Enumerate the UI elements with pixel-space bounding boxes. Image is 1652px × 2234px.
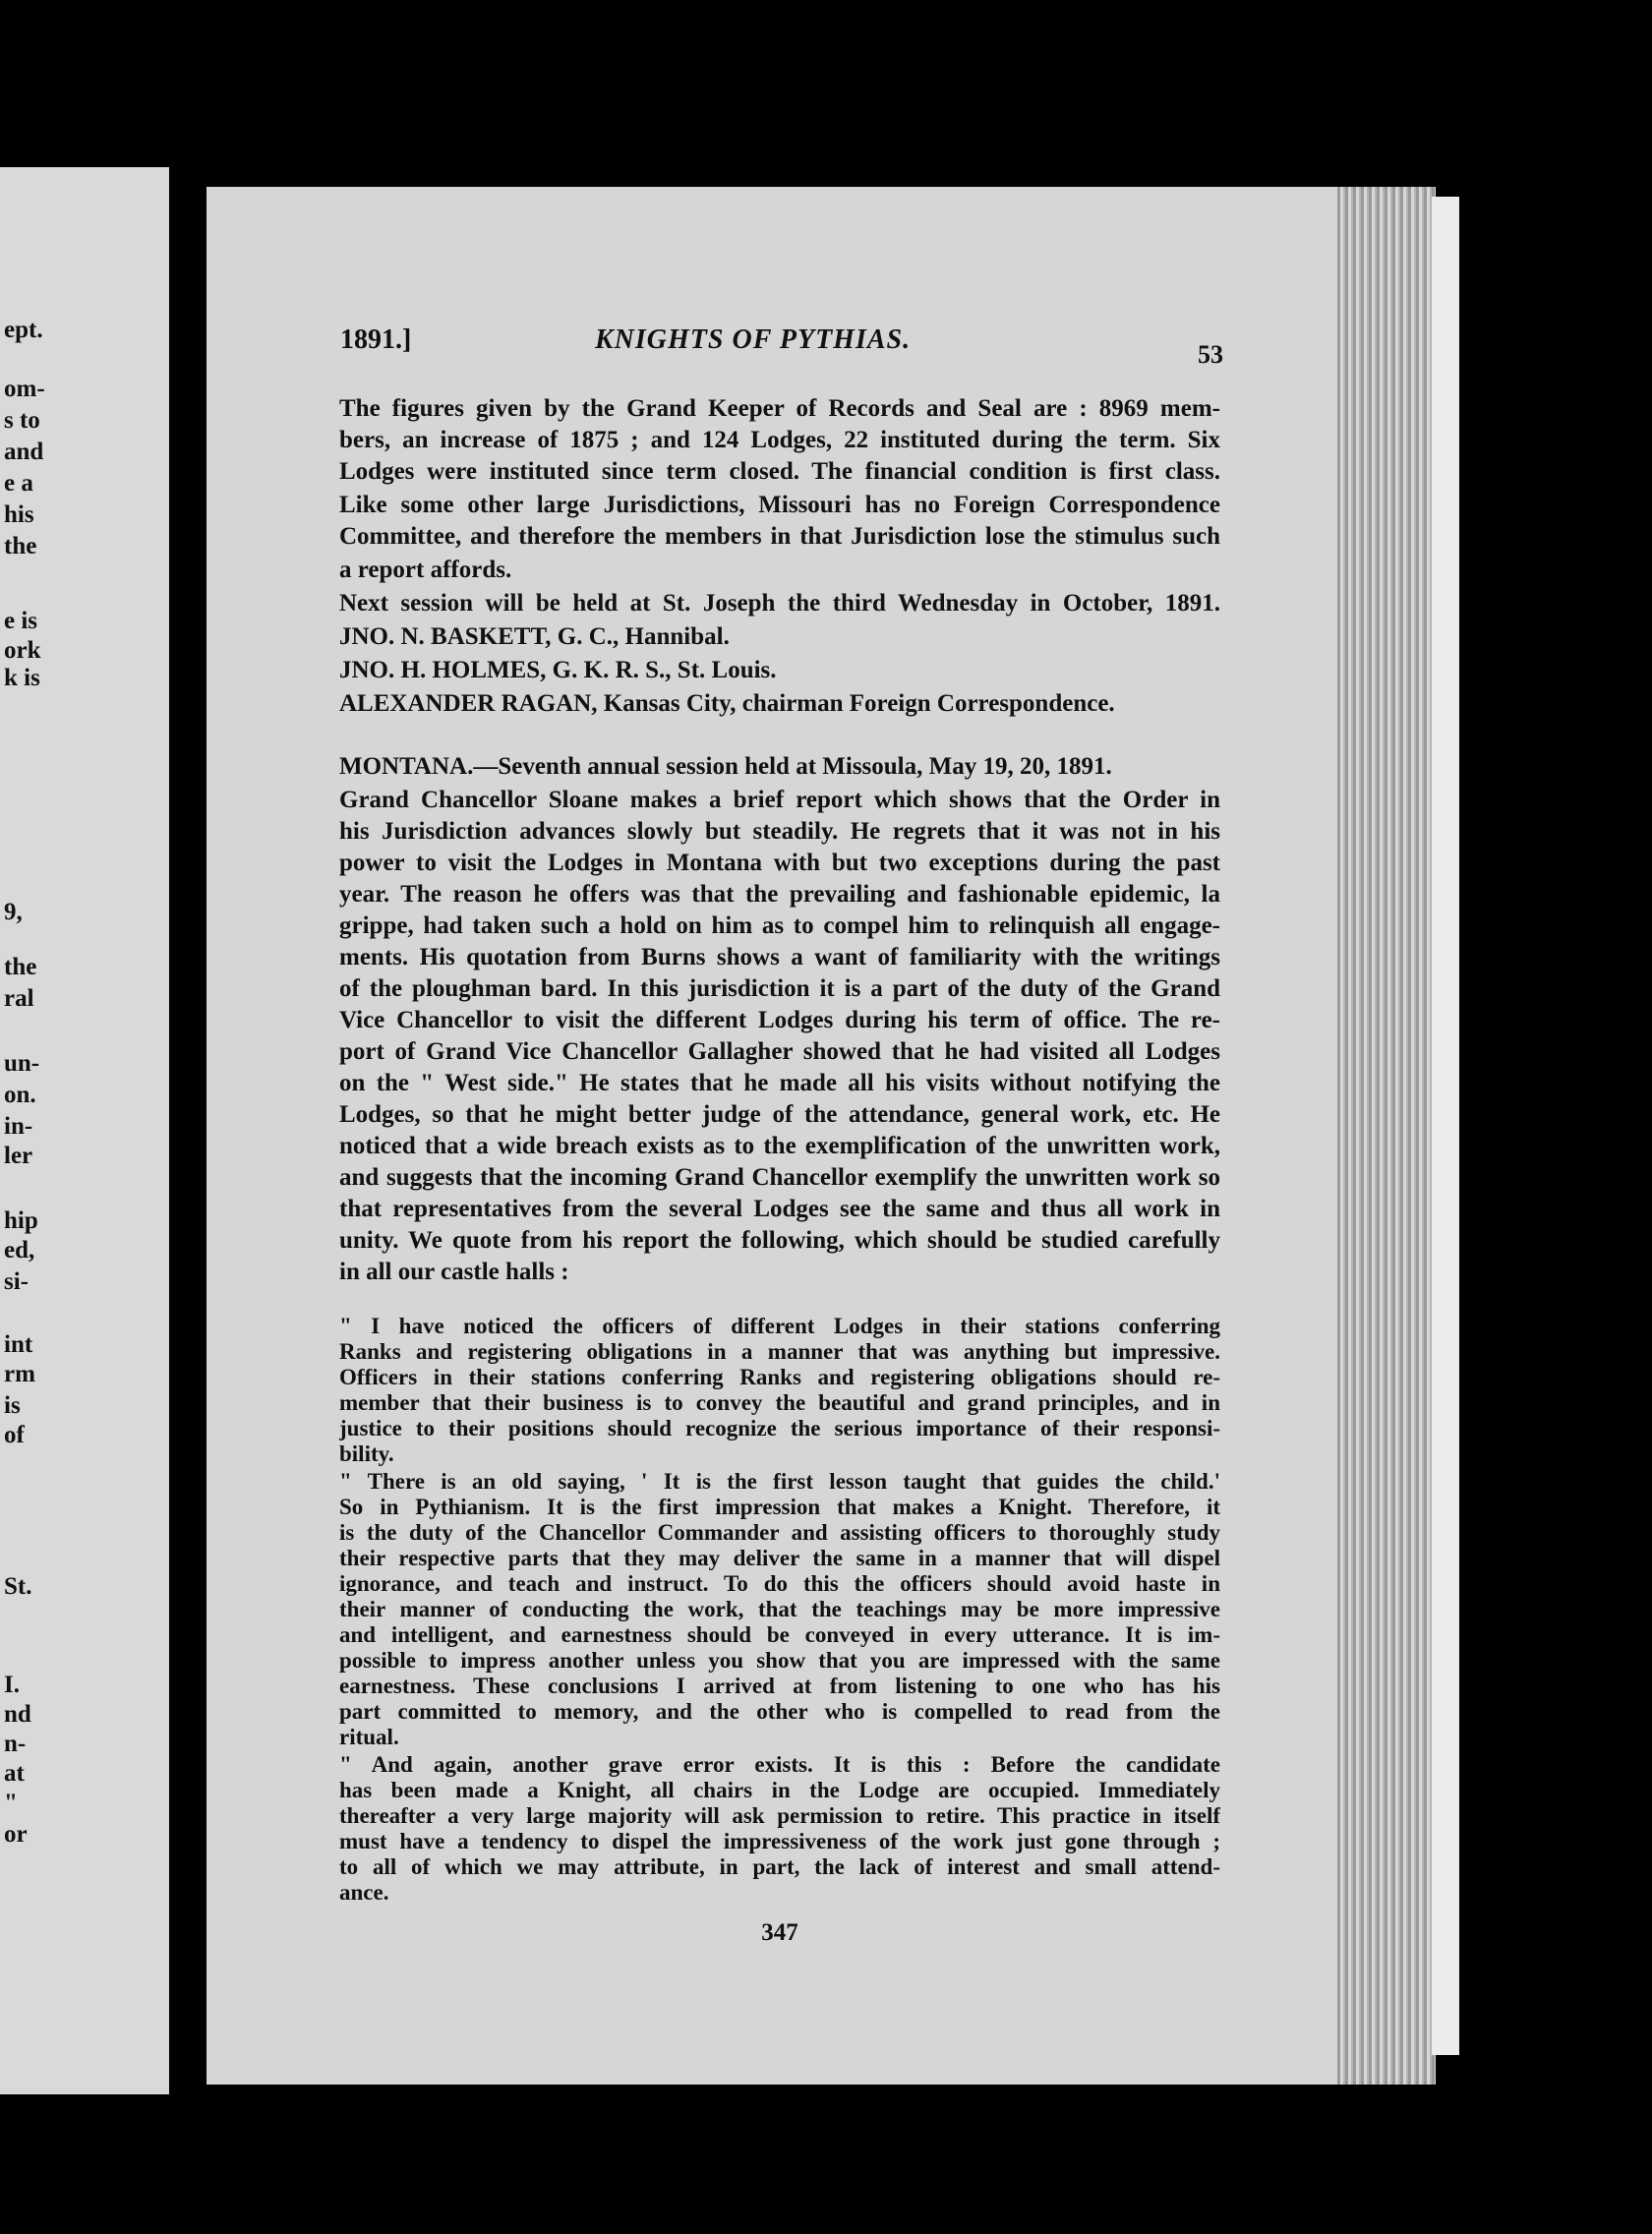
facing-page-fragment: un- xyxy=(4,1050,40,1077)
book-gutter xyxy=(169,147,208,2114)
text-line: to all of which we may attribute, in part, the lack of interest and small attend- xyxy=(339,1854,1220,1879)
facing-page-fragment: the xyxy=(4,533,37,559)
page-stack-edge xyxy=(1337,187,1436,2085)
text-line: of the ploughman bard. In this jurisdiction it is a part of the duty of the Grand xyxy=(339,975,1220,1002)
text-line: ignorance, and teach and instruct. To do this the officers should avoid haste in xyxy=(339,1571,1220,1596)
facing-page-fragment: rm xyxy=(4,1361,35,1387)
facing-page-fragment: ler xyxy=(4,1143,33,1169)
facing-page-fragment: n- xyxy=(4,1731,27,1757)
facing-page-fragment: e a xyxy=(4,470,33,497)
text-line: " There is an old saying, ' It is the first lesson taught that guides the child.' xyxy=(339,1469,1220,1494)
text-line: in all our castle halls : xyxy=(339,1259,569,1285)
text-line: grippe, had taken such a hold on him as to compel him to relinquish all engage- xyxy=(339,912,1220,939)
facing-page-fragment: int xyxy=(4,1331,33,1358)
facing-page-fragment: St. xyxy=(4,1573,32,1600)
text-line: The figures given by the Grand Keeper of Records and Seal are : 8969 mem- xyxy=(339,395,1220,422)
facing-page-fragment: 9, xyxy=(4,899,23,925)
facing-page-fragment: s to xyxy=(4,407,40,434)
text-line: Lodges, so that he might better judge of the attendance, general work, etc. He xyxy=(339,1101,1220,1128)
facing-page-fragment: nd xyxy=(4,1701,31,1728)
text-line: their respective parts that they may deliver the same in a manner that will dispel xyxy=(339,1546,1220,1570)
text-line: possible to impress another unless you show that you are impressed with the same xyxy=(339,1648,1220,1673)
text-line: member that their business is to convey the beautiful and grand principles, and in xyxy=(339,1390,1220,1415)
facing-page-fragment: si- xyxy=(4,1268,29,1295)
facing-page-fragment: his xyxy=(4,501,34,528)
facing-page-fragment: I. xyxy=(4,1672,20,1698)
text-line: noticed that a wide breach exists as to the exemplification of the unwritten work, xyxy=(339,1133,1220,1159)
text-line: power to visit the Lodges in Montana with but two exceptions during the past xyxy=(339,850,1220,876)
facing-page-fragment: hip xyxy=(4,1207,38,1234)
text-line: thereafter a very large majority will ask permission to retire. This practice in itself xyxy=(339,1803,1220,1828)
facing-page-fragment: or xyxy=(4,1821,28,1848)
page-stack-edge-light xyxy=(1432,197,1459,2055)
text-line: part committed to memory, and the other who is compelled to read from the xyxy=(339,1699,1220,1724)
text-line: JNO. N. BASKETT, G. C., Hannibal. xyxy=(339,623,730,650)
text-line: Vice Chancellor to visit the different Lodges during his term of office. The re- xyxy=(339,1007,1220,1033)
text-line: and intelligent, and earnestness should be conveyed in every utterance. It is im- xyxy=(339,1622,1220,1647)
running-head-title: KNIGHTS OF PYTHIAS. xyxy=(595,324,912,355)
facing-page-fragment: ork xyxy=(4,637,41,664)
text-line: must have a tendency to dispel the impressiveness of the work just gone through ; xyxy=(339,1829,1220,1853)
text-line: Lodges were instituted since term closed. The financial condition is first class. xyxy=(339,458,1220,485)
text-line: their manner of conducting the work, that the teachings may be more impressive xyxy=(339,1597,1220,1621)
text-line: Like some other large Jurisdictions, Missouri has no Foreign Correspondence xyxy=(339,492,1220,518)
text-line: JNO. H. HOLMES, G. K. R. S., St. Louis. xyxy=(339,657,777,683)
text-line: ance. xyxy=(339,1880,389,1905)
facing-page-fragment: on. xyxy=(4,1082,36,1108)
text-line: Ranks and registering obligations in a manner that was anything but impressive. xyxy=(339,1339,1220,1364)
text-line: " I have noticed the officers of different Lodges in their stations conferring xyxy=(339,1314,1220,1338)
text-line: and suggests that the incoming Grand Chancellor exemplify the unwritten work so xyxy=(339,1164,1220,1191)
facing-page-fragment: in- xyxy=(4,1113,33,1140)
facing-page-fragment: the xyxy=(4,954,37,980)
text-line: earnestness. These conclusions I arrived at from listening to one who has his xyxy=(339,1674,1220,1698)
text-line: bers, an increase of 1875 ; and 124 Lodges, 22 instituted during the term. Six xyxy=(339,427,1220,453)
text-line: ments. His quotation from Burns shows a want of familiarity with the writings xyxy=(339,944,1220,970)
facing-page-fragment: and xyxy=(4,439,44,465)
facing-page-fragment: " xyxy=(4,1790,18,1816)
text-line: Committee, and therefore the members in that Jurisdiction lose the stimulus such xyxy=(339,523,1220,550)
text-line: a report affords. xyxy=(339,557,512,583)
text-line: Officers in their stations conferring Ranks and registering obligations should re- xyxy=(339,1365,1220,1389)
facing-page-fragment: ept. xyxy=(4,317,43,343)
text-line: is the duty of the Chancellor Commander and assisting officers to thoroughly study xyxy=(339,1520,1220,1545)
facing-page-fragment: of xyxy=(4,1422,25,1448)
text-line: So in Pythianism. It is the first impression that makes a Knight. Therefore, it xyxy=(339,1495,1220,1519)
text-line: his Jurisdiction advances slowly but steadily. He regrets that it was not in his xyxy=(339,818,1220,845)
text-line: ALEXANDER RAGAN, Kansas City, chairman Foreign Correspondence. xyxy=(339,690,1115,717)
text-line: MONTANA.—Seventh annual session held at Missoula, May 19, 20, 1891. xyxy=(339,753,1112,780)
facing-page-fragment: at xyxy=(4,1760,25,1787)
text-line: has been made a Knight, all chairs in the Lodge are occupied. Immediately xyxy=(339,1778,1220,1802)
text-line: year. The reason he offers was that the prevailing and fashionable epidemic, la xyxy=(339,881,1220,908)
footer-page-number: 347 xyxy=(761,1919,798,1946)
text-line: Next session will be held at St. Joseph the third Wednesday in October, 1891. xyxy=(339,590,1220,617)
facing-page-fragment: e is xyxy=(4,608,38,634)
facing-page-fragment: ral xyxy=(4,985,34,1012)
text-line: justice to their positions should recognize the serious importance of their responsi- xyxy=(339,1416,1220,1440)
text-line: ritual. xyxy=(339,1725,399,1749)
text-line: " And again, another grave error exists. It is this : Before the candidate xyxy=(339,1752,1220,1777)
running-head-year: 1891.] xyxy=(340,324,412,355)
facing-page-fragment: k is xyxy=(4,665,40,691)
text-line: that representatives from the several Lodges see the same and thus all work in xyxy=(339,1196,1220,1222)
text-line: bility. xyxy=(339,1441,394,1466)
text-line: unity. We quote from his report the following, which should be studied carefully xyxy=(339,1227,1220,1254)
facing-page-fragment: om- xyxy=(4,376,45,402)
text-line: Grand Chancellor Sloane makes a brief report which shows that the Order in xyxy=(339,787,1220,813)
facing-page-fragment: is xyxy=(4,1392,21,1419)
text-line: port of Grand Vice Chancellor Gallagher showed that he had visited all Lodges xyxy=(339,1038,1220,1065)
running-head-page-number: 53 xyxy=(1198,340,1223,369)
text-line: on the " West side." He states that he made all his visits without notifying the xyxy=(339,1070,1220,1096)
facing-page-fragment: ed, xyxy=(4,1237,35,1264)
